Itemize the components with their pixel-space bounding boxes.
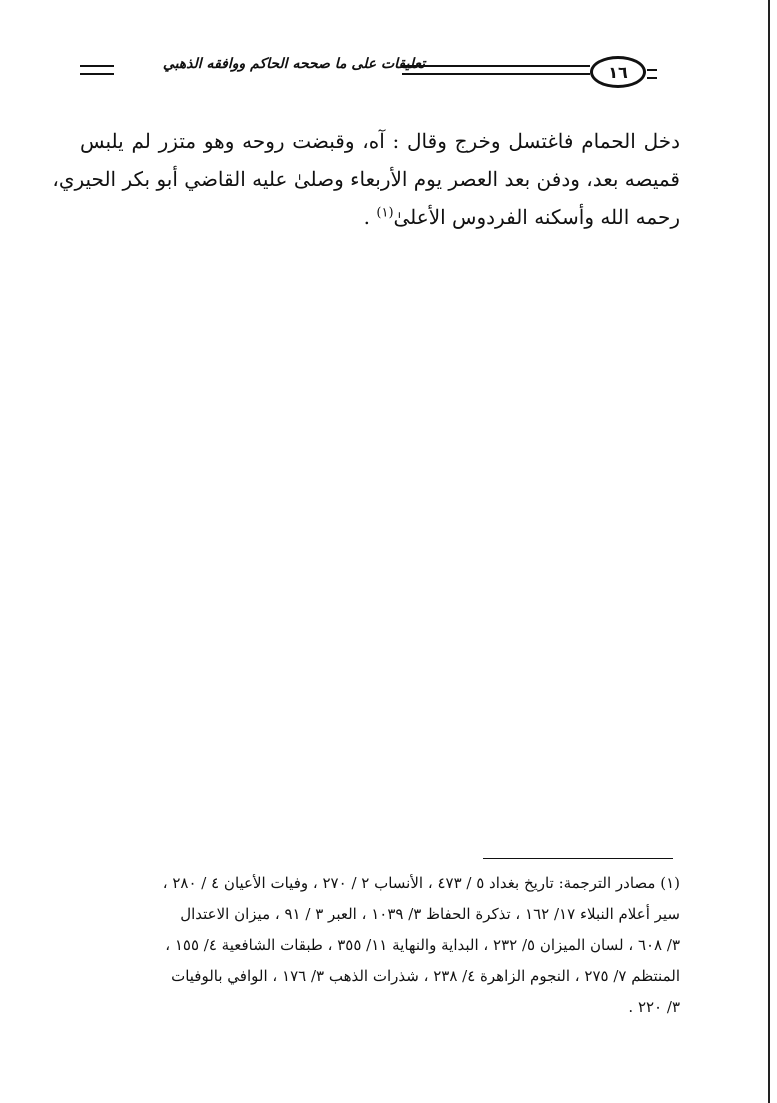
end-punctuation: .	[363, 205, 377, 229]
footnote	[80, 868, 680, 1023]
body-paragraph	[52, 122, 680, 236]
page-edge-line	[768, 0, 770, 1103]
footnote-separator	[483, 858, 673, 859]
footnote-line: (١) مصادر الترجمة: تاريخ بغداد ٥ / ٤٧٣ ، الأنساب ٢ / ٢٧٠ ، وفيات الأعيان ٤ / ٢٨٠ ،	[162, 874, 680, 892]
footnote-line: سير أعلام النبلاء ١٧/ ١٦٢ ، تذكرة الحفاظ ٣/ ١٠٣٩ ، العبر ٣ / ٩١ ، ميزان الاعتدال	[180, 905, 680, 923]
running-title: تعليقات على ما صححه الحاكم ووافقه الذهبي	[162, 56, 425, 72]
page-header	[80, 52, 685, 100]
footnote-line: المنتظم ٧/ ٢٧٥ ، النجوم الزاهرة ٤/ ٢٣٨ ، شذرات الذهب ٣/ ١٧٦ ، الوافي بالوفيات	[171, 967, 680, 985]
body-line-text: رحمه الله وأسكنه الفردوس الأعلىٰ	[393, 205, 680, 229]
footnote-line: ٣/ ٢٢٠ .	[628, 998, 680, 1016]
footnote-line: ٣/ ٦٠٨ ، لسان الميزان ٥/ ٢٣٢ ، البداية والنهاية ١١/ ٣٥٥ ، طبقات الشافعية ٤/ ١٥٥ ،	[165, 936, 680, 954]
body-line: دخل الحمام فاغتسل وخرج وقال : آه، وقبضت روحه وهو متزر لم يلبس	[80, 129, 680, 153]
header-rule-middle	[402, 65, 590, 75]
footnote-reference: (١)	[376, 205, 394, 221]
header-rule-left	[80, 65, 114, 75]
body-line	[80, 198, 680, 236]
body-line: قميصه بعد، ودفن بعد العصر يوم الأربعاء وصلىٰ عليه القاضي أبو بكر الحيري،	[52, 167, 680, 191]
page-number: ١٦	[590, 56, 646, 88]
header-rule-right	[647, 69, 657, 79]
